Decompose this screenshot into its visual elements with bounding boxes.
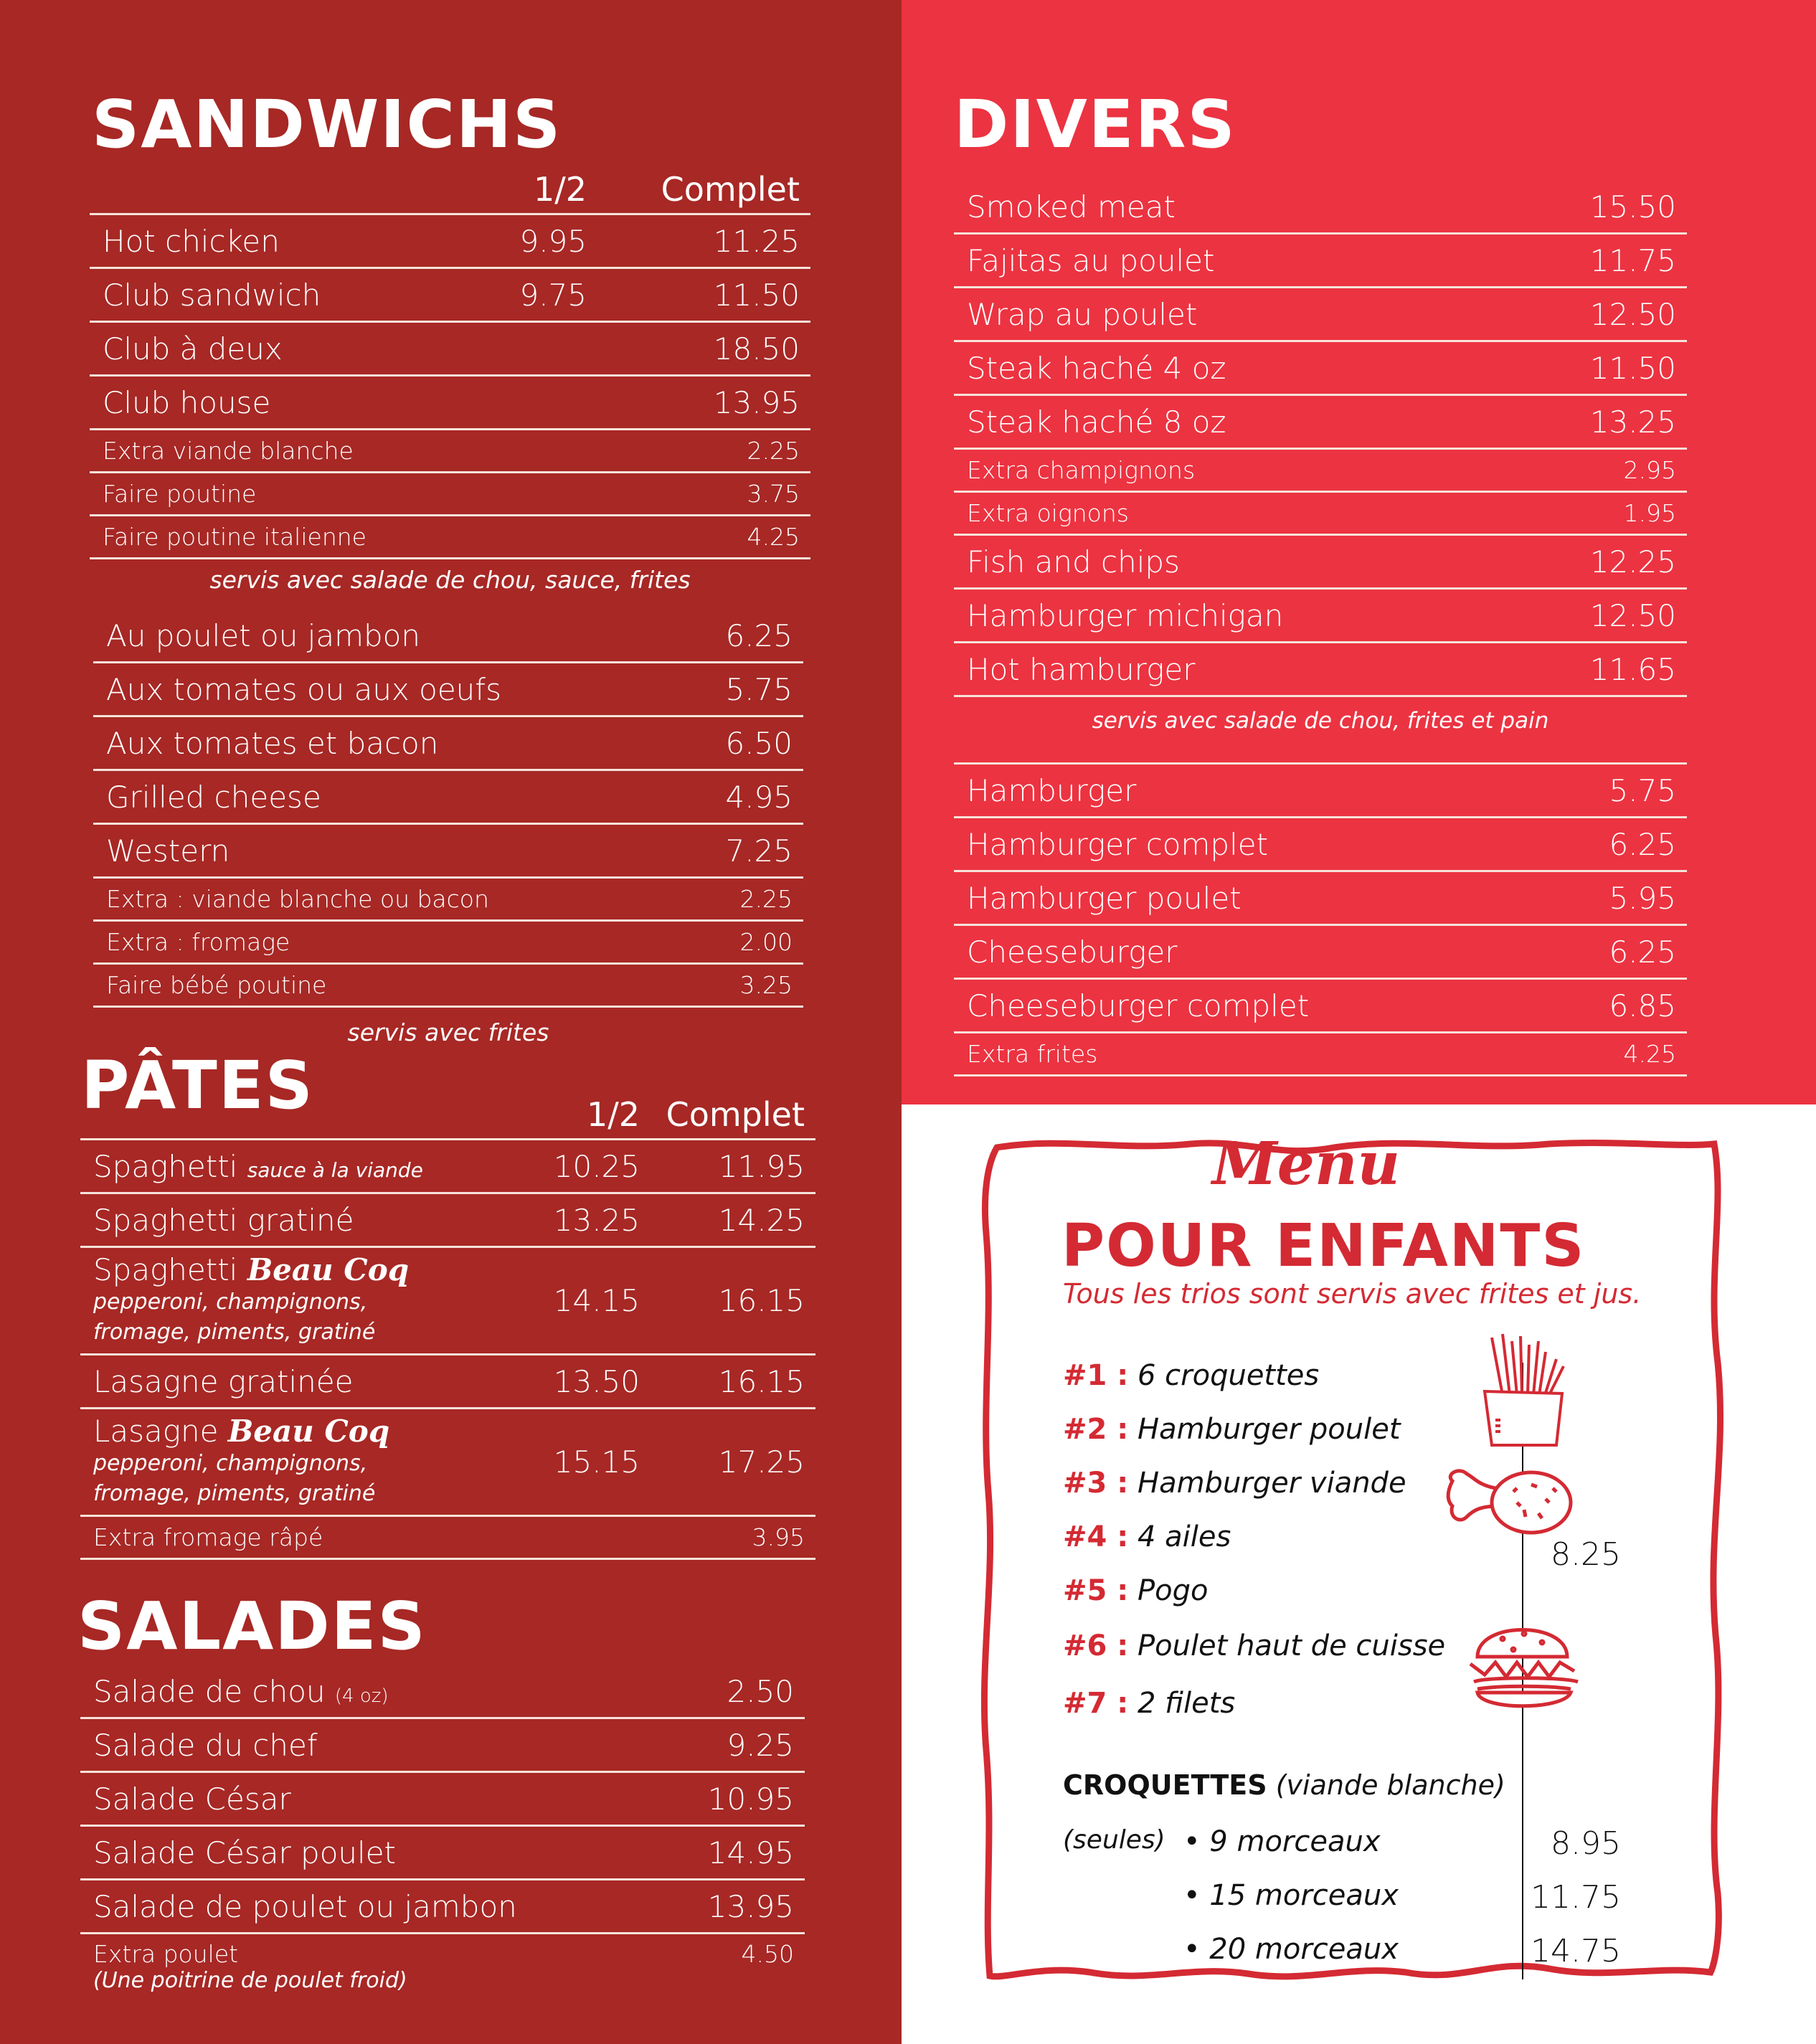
divider — [954, 744, 1687, 765]
trio-item: #4 : 4 ailes — [1063, 1520, 1231, 1553]
menu-row: Spaghetti sauce à la viande 10.25 11.95 — [80, 1140, 815, 1194]
menu-row: Au poulet ou jambon 6.25 — [93, 610, 803, 663]
col-full: Complet — [661, 170, 800, 209]
served-with-note: servis avec salade de chou, sauce, frites — [209, 566, 691, 594]
trio-item: #6 : Poulet haut de cuisse — [1063, 1629, 1446, 1662]
menu-row: Smoked meat 15.50 — [954, 181, 1687, 235]
croquette-option: • 9 morceaux — [1183, 1825, 1381, 1858]
croquette-price: 8.95 — [1551, 1825, 1621, 1862]
kids-menu-title: POUR ENFANTS — [1061, 1212, 1586, 1280]
croquette-price: 14.75 — [1531, 1933, 1621, 1969]
menu-row: Lasagne Beau Coq pepperoni, champignons, fromage, piments, gratiné 15.15 17.25 — [80, 1409, 815, 1517]
burger-icon — [1463, 1614, 1585, 1714]
sandwichs-section — [90, 169, 810, 601]
section-title-salades: SALADES — [77, 1588, 427, 1665]
sandwichs-simple-section — [93, 610, 803, 1058]
menu-row: Lasagne gratinée 13.50 16.15 — [80, 1355, 815, 1409]
menu-row: Aux tomates ou aux oeufs 5.75 — [93, 663, 803, 717]
extra-row: Extra : viande blanche ou bacon 2.25 — [93, 879, 803, 922]
croquette-option: • 15 morceaux — [1183, 1879, 1399, 1912]
trio-item: #7 : 2 filets — [1063, 1687, 1236, 1720]
served-with-note: servis avec frites — [347, 1018, 549, 1046]
chicken-drumstick-icon — [1445, 1467, 1574, 1538]
extra-row: Extra champignons 2.95 — [954, 450, 1687, 493]
section-title-pates: PÂTES — [81, 1047, 314, 1124]
menu-row: Hamburger 5.75 — [954, 765, 1687, 818]
fries-icon — [1477, 1330, 1571, 1452]
menu-row: Fajitas au poulet 11.75 — [954, 235, 1687, 288]
menu-row: Club house 13.95 — [90, 377, 810, 430]
menu-row: Salade de poulet ou jambon 13.95 — [80, 1880, 805, 1934]
extra-row: Extra frites 4.25 — [954, 1033, 1687, 1077]
pates-column-header — [80, 1094, 815, 1140]
croquette-price: 11.75 — [1531, 1879, 1621, 1916]
trio-item: #3 : Hamburger viande — [1063, 1467, 1406, 1500]
served-with-note: servis avec salade de chou, frites et pain — [1092, 708, 1549, 734]
trio-item: #2 : Hamburger poulet — [1063, 1413, 1401, 1446]
extra-row: Faire bébé poutine 3.25 — [93, 965, 803, 1008]
menu-row: Hamburger michigan 12.50 — [954, 590, 1687, 643]
menu-row: Spaghetti Beau Coq pepperoni, champignons, fromage, piments, gratiné 14.15 16.15 — [80, 1248, 815, 1355]
menu-row: Steak haché 4 oz 11.50 — [954, 342, 1687, 396]
menu-row: Hamburger complet 6.25 — [954, 818, 1687, 872]
section-title-sandwichs: SANDWICHS — [92, 86, 562, 163]
menu-row: Hot chicken 9.95 11.25 — [90, 215, 810, 269]
menu-row: Cheeseburger 6.25 — [954, 926, 1687, 980]
pates-section — [80, 1094, 815, 1560]
menu-row: Salade César 10.95 — [80, 1773, 805, 1827]
extra-row: Faire poutine 3.75 — [90, 473, 810, 516]
menu-row: Salade César poulet 14.95 — [80, 1827, 805, 1880]
seules-label: (seules) — [1063, 1825, 1165, 1855]
menu-row: Fish and chips 12.25 — [954, 536, 1687, 590]
trio-item: #5 : Pogo — [1063, 1574, 1209, 1607]
col-full: Complet — [666, 1095, 805, 1134]
kids-menu-script-title: Menu — [1212, 1130, 1401, 1198]
menu-row: Hot hamburger 11.65 — [954, 643, 1687, 697]
menu-row: Hamburger poulet 5.95 — [954, 872, 1687, 926]
menu-row: Aux tomates et bacon 6.50 — [93, 717, 803, 771]
kids-menu-subtitle: Tous les trios sont servis avec frites et jus. — [1063, 1278, 1642, 1310]
extra-row: Extra fromage râpé 3.95 — [80, 1517, 815, 1560]
extra-row: Extra poulet (Une poitrine de poulet froid) 4.50 — [93, 1940, 794, 1993]
extra-row: Extra oignons 1.95 — [954, 493, 1687, 536]
croquettes-heading: CROQUETTES (viande blanche) — [1063, 1769, 1505, 1801]
sandwichs-column-header — [90, 169, 810, 215]
menu-row: Grilled cheese 4.95 — [93, 771, 803, 825]
menu-row: Club sandwich 9.75 11.50 — [90, 269, 810, 323]
menu-row: Spaghetti gratiné 13.25 14.25 — [80, 1194, 815, 1248]
menu-row: Western 7.25 — [93, 825, 803, 879]
menu-row: Steak haché 8 oz 13.25 — [954, 396, 1687, 450]
extra-row: Extra : fromage 2.00 — [93, 922, 803, 965]
extra-row: Faire poutine italienne 4.25 — [90, 516, 810, 559]
menu-row: Salade de chou (4 oz) 2.50 — [80, 1665, 805, 1719]
menu-row: Cheeseburger complet 6.85 — [954, 980, 1687, 1033]
trio-item: #1 : 6 croquettes — [1063, 1359, 1320, 1392]
col-half: 1/2 — [533, 170, 587, 209]
col-half: 1/2 — [586, 1095, 640, 1134]
section-title-divers: DIVERS — [954, 86, 1236, 163]
menu-row: Wrap au poulet 12.50 — [954, 288, 1687, 342]
trio-price: 8.25 — [1551, 1536, 1621, 1573]
croquette-option: • 20 morceaux — [1183, 1933, 1399, 1966]
menu-row: Salade du chef 9.25 — [80, 1719, 805, 1773]
divers-section — [954, 181, 1687, 1077]
menu-row: Club à deux 18.50 — [90, 323, 810, 377]
salades-section — [80, 1665, 805, 1993]
extra-row: Extra viande blanche 2.25 — [90, 430, 810, 473]
